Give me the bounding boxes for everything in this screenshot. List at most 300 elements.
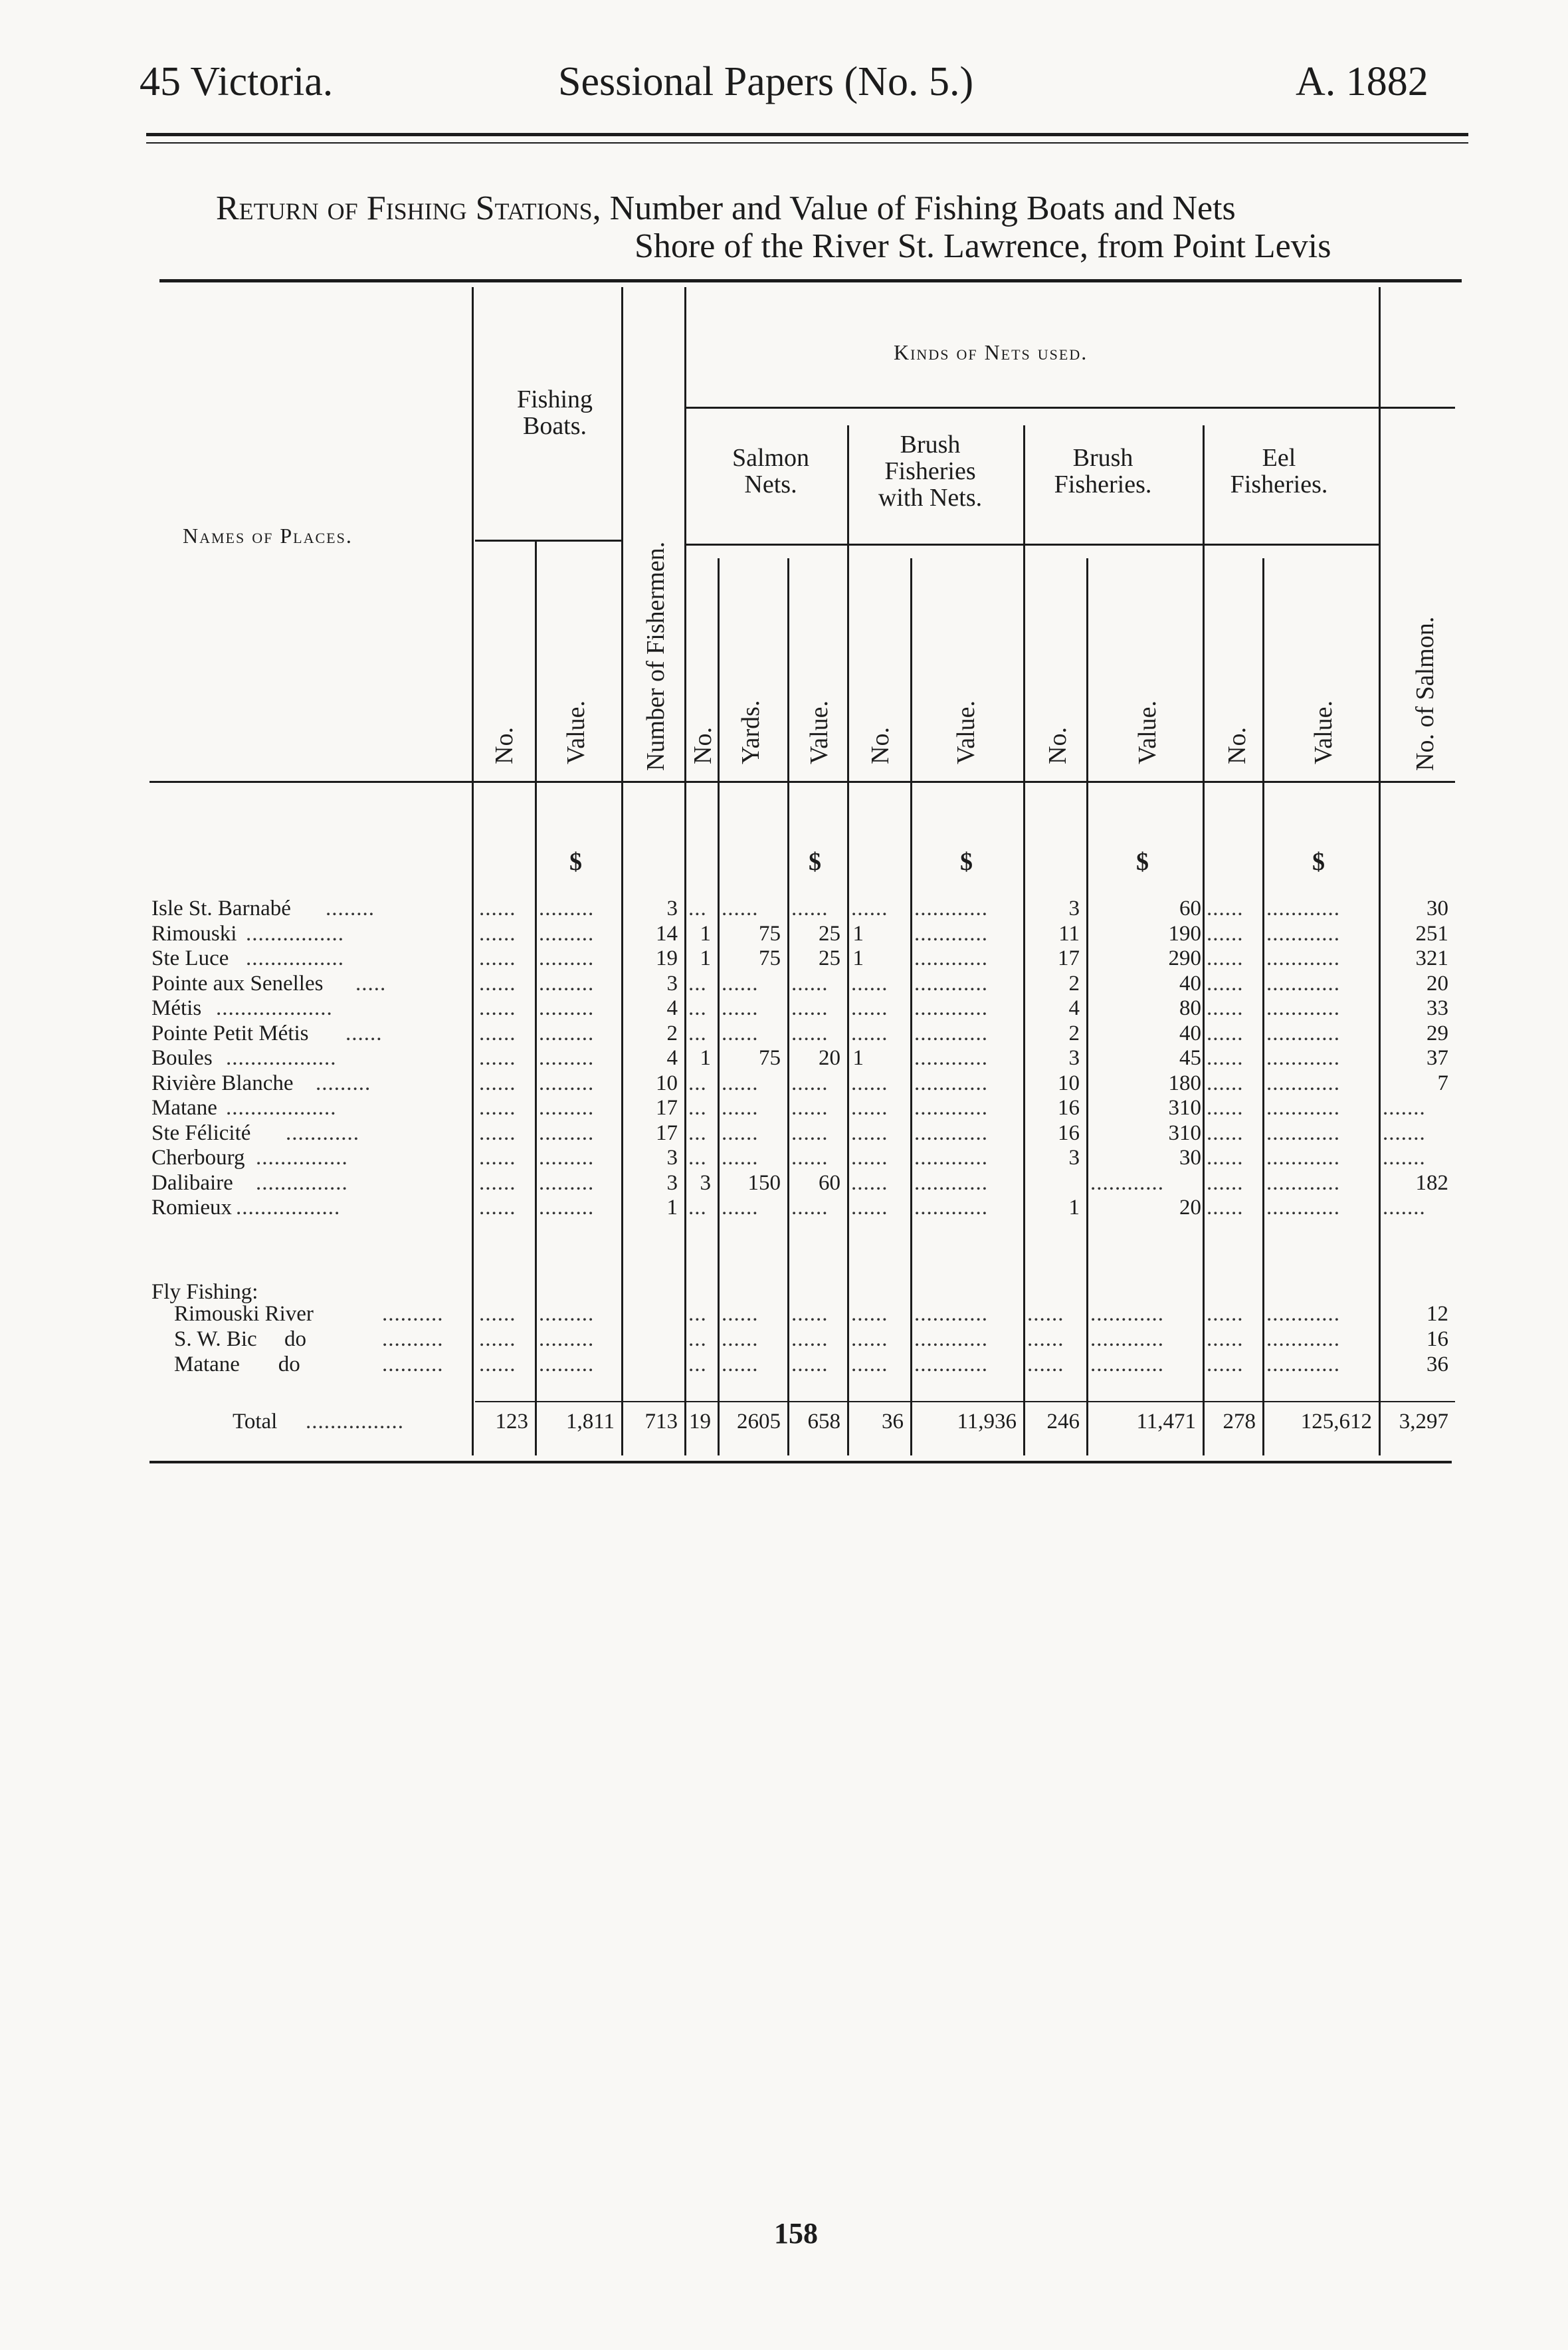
brush-fishery-value: 80 xyxy=(1179,996,1201,1020)
leader-dots: ....... xyxy=(1383,1096,1426,1120)
leader-dots: ....... xyxy=(1383,1121,1426,1145)
place-name: Métis xyxy=(151,996,202,1020)
leader-dots: ...... xyxy=(1027,1327,1064,1351)
leader-dots: ... xyxy=(688,1121,707,1145)
fishermen-count: 19 xyxy=(656,946,678,970)
leader-dots: ......... xyxy=(539,972,595,996)
leader-dots: ...... xyxy=(479,996,516,1020)
running-header-center: Sessional Papers (No. 5.) xyxy=(558,59,974,104)
leader-dots: ............ xyxy=(1266,1196,1340,1220)
leader-dots: ...... xyxy=(722,1327,759,1351)
brush-fishery-value: 40 xyxy=(1179,1021,1201,1045)
leader-dots: ... xyxy=(688,1071,707,1095)
salmon-count: 30 xyxy=(1426,897,1448,920)
leader-dots: ............ xyxy=(914,946,988,970)
leader-dots: ...... xyxy=(1027,1352,1064,1376)
total-boats-no: 123 xyxy=(495,1410,528,1434)
number-of-fishermen-heading: Number of Fishermen. xyxy=(642,541,670,771)
salmon-count: 251 xyxy=(1415,922,1448,946)
leader-dots: ............ xyxy=(914,1096,988,1120)
fishermen-count: 17 xyxy=(656,1096,678,1120)
grid-vline xyxy=(1379,287,1381,1455)
leader-dots: ...... xyxy=(479,1096,516,1120)
salmon-count: 12 xyxy=(1426,1302,1448,1326)
leader-dots: ......... xyxy=(539,1327,595,1351)
leader-dots: ...... xyxy=(851,1071,888,1095)
salmon-net-count: 1 xyxy=(700,1046,711,1070)
leader-dots: ...... xyxy=(722,972,759,996)
leader-dots: ...... xyxy=(851,1146,888,1170)
fishermen-count: 3 xyxy=(666,1146,678,1170)
brush-fishery-value: 20 xyxy=(1179,1196,1201,1220)
leader-dots: ...... xyxy=(851,1196,888,1220)
place-name: Matane xyxy=(151,1096,217,1120)
grid-vline xyxy=(910,558,912,1455)
leader-dots: ...... xyxy=(1207,1146,1244,1170)
fishermen-count: 10 xyxy=(656,1071,678,1095)
leader-dots: ...... xyxy=(791,1096,829,1120)
grid-vline xyxy=(535,542,537,1455)
table-bottom-rule xyxy=(149,1461,1452,1463)
leader-dots: ...... xyxy=(722,1352,759,1376)
leader-dots: ...... xyxy=(1207,946,1244,970)
leader-dots: ...... xyxy=(851,972,888,996)
leader-dots: ...... xyxy=(479,1302,516,1326)
leader-dots: ............ xyxy=(914,1121,988,1145)
brush-fishery-count: 11 xyxy=(1058,922,1080,946)
grid-hline-total-top xyxy=(475,1401,1455,1402)
leader-dots: ......... xyxy=(539,1096,595,1120)
leader-dots: ....... xyxy=(1383,1196,1426,1220)
leader-dots: ......... xyxy=(539,1071,595,1095)
table-title-line-1 xyxy=(216,191,1236,226)
leader-dots: ...... xyxy=(851,1327,888,1351)
place-name: Isle St. Barnabé xyxy=(151,897,291,920)
leader-dots: ............ xyxy=(1090,1352,1164,1376)
leader-dots: ...... xyxy=(1027,1302,1064,1326)
leader-dots: .......... xyxy=(382,1327,444,1351)
leader-dots: ............ xyxy=(1266,1146,1340,1170)
brush-fishery-count: 3 xyxy=(1068,1146,1080,1170)
brush-fishery-value: 190 xyxy=(1168,922,1201,946)
dollar-sign: $ xyxy=(809,848,821,876)
total-fishermen: 713 xyxy=(644,1410,678,1434)
running-header-left: 45 Victoria. xyxy=(140,59,334,104)
grid-vline xyxy=(472,287,474,1455)
salmon-net-value: 25 xyxy=(819,922,840,946)
dollar-sign: $ xyxy=(569,848,582,876)
leader-dots: ............ xyxy=(1266,1352,1340,1376)
running-header-right: A. 1882 xyxy=(1296,59,1428,104)
grid-hline-boats xyxy=(475,540,621,542)
leader-dots: ...... xyxy=(1207,1021,1244,1045)
total-brush-net-value: 11,936 xyxy=(957,1410,1017,1434)
leader-dots: ...... xyxy=(479,1121,516,1145)
leader-dots: ...... xyxy=(851,1121,888,1145)
leader-dots: ............ xyxy=(1090,1327,1164,1351)
salmon-count: 36 xyxy=(1426,1352,1448,1376)
leader-dots: ...... xyxy=(722,1021,759,1045)
total-salmon: 3,297 xyxy=(1399,1410,1448,1434)
dollar-sign: $ xyxy=(1136,848,1149,876)
salmon-net-value: 25 xyxy=(819,946,840,970)
place-name: Pointe aux Senelles xyxy=(151,972,324,996)
leader-dots: ...... xyxy=(791,1021,829,1045)
leader-dots: .......... xyxy=(382,1302,444,1326)
fishermen-count: 4 xyxy=(666,996,678,1020)
salmon-net-value: 20 xyxy=(819,1046,840,1070)
leader-dots: ......... xyxy=(539,1171,595,1195)
fishermen-count: 3 xyxy=(666,972,678,996)
leader-dots: ...... xyxy=(791,1071,829,1095)
leader-dots: ............ xyxy=(1266,996,1340,1020)
leader-dots: ... xyxy=(688,1146,707,1170)
leader-dots: ............ xyxy=(286,1121,359,1145)
leader-dots: ...... xyxy=(1207,1352,1244,1376)
grid-vline xyxy=(621,287,623,1455)
leader-dots: ...... xyxy=(791,1302,829,1326)
leader-dots: ...... xyxy=(791,897,829,920)
leader-dots: ...... xyxy=(791,972,829,996)
fishermen-count: 17 xyxy=(656,1121,678,1145)
leader-dots: ...... xyxy=(479,1021,516,1045)
leader-dots: ..... xyxy=(355,972,387,996)
grid-vline xyxy=(1262,558,1264,1455)
leader-dots: ....... xyxy=(1383,1146,1426,1170)
leader-dots: ...... xyxy=(479,946,516,970)
leader-dots: ............ xyxy=(1266,1327,1340,1351)
leader-dots: ............ xyxy=(1090,1302,1164,1326)
place-name: Dalibaire xyxy=(151,1171,233,1195)
yards-heading: Yards. xyxy=(737,700,765,764)
leader-dots: .................. xyxy=(226,1046,337,1070)
no-heading: No. xyxy=(1223,727,1251,764)
salmon-count: 20 xyxy=(1426,972,1448,996)
leader-dots: ............... xyxy=(256,1146,348,1170)
salmon-net-count: 1 xyxy=(700,946,711,970)
table-title-line-2: Shore of the River St. Lawrence, from Point Levis xyxy=(635,227,1331,265)
value-heading: Value. xyxy=(1133,700,1161,764)
place-name: Matane do xyxy=(174,1352,300,1376)
leader-dots: ............ xyxy=(1266,922,1340,946)
leader-dots: ...... xyxy=(1207,1096,1244,1120)
leader-dots: ... xyxy=(688,1302,707,1326)
leader-dots: ...... xyxy=(479,1196,516,1220)
leader-dots: ...... xyxy=(1207,1121,1244,1145)
leader-dots: ......... xyxy=(539,1196,595,1220)
leader-dots: ...... xyxy=(479,972,516,996)
leader-dots: ...... xyxy=(851,1171,888,1195)
leader-dots: ............ xyxy=(1266,1071,1340,1095)
leader-dots: ...... xyxy=(791,1327,829,1351)
leader-dots: ......... xyxy=(539,897,595,920)
page-number: 158 xyxy=(774,2217,818,2250)
no-heading: No. xyxy=(1044,727,1072,764)
total-eel-no: 278 xyxy=(1223,1410,1256,1434)
leader-dots: ............ xyxy=(1266,1021,1340,1045)
salmon-count: 16 xyxy=(1426,1327,1448,1351)
salmon-net-yards: 75 xyxy=(759,946,781,970)
total-salmon-net-no: 19 xyxy=(689,1410,711,1434)
leader-dots: ...... xyxy=(1207,1171,1244,1195)
leader-dots: ................ xyxy=(246,922,344,946)
leader-dots: ...... xyxy=(851,1352,888,1376)
header-rule-thick xyxy=(146,133,1468,136)
leader-dots: ............ xyxy=(914,1171,988,1195)
leader-dots: ............ xyxy=(914,1046,988,1070)
salmon-net-yards: 150 xyxy=(747,1171,781,1195)
leader-dots: ...... xyxy=(1207,922,1244,946)
salmon-count: 7 xyxy=(1437,1071,1448,1095)
leader-dots: ...... xyxy=(345,1021,383,1045)
leader-dots: ...... xyxy=(851,996,888,1020)
leader-dots: ................ xyxy=(246,946,344,970)
value-heading: Value. xyxy=(805,700,833,764)
brush-fishery-count: 3 xyxy=(1068,897,1080,920)
brush-fishery-count: 16 xyxy=(1058,1121,1080,1145)
grid-vline xyxy=(718,558,720,1455)
leader-dots: ...... xyxy=(791,1352,829,1376)
leader-dots: ...... xyxy=(479,1071,516,1095)
leader-dots: ... xyxy=(688,897,707,920)
eel-fisheries-heading: Eel Fisheries. xyxy=(1230,444,1328,498)
place-name: Boules xyxy=(151,1046,213,1070)
leader-dots: ...... xyxy=(1207,1046,1244,1070)
leader-dots: ......... xyxy=(539,1146,595,1170)
fly-fishing-label: Fly Fishing: xyxy=(151,1280,258,1304)
value-heading: Value. xyxy=(952,700,980,764)
leader-dots: ............... xyxy=(256,1171,348,1195)
brush-fishery-count: 1 xyxy=(1068,1196,1080,1220)
place-name: Pointe Petit Métis xyxy=(151,1021,309,1045)
leader-dots: ............ xyxy=(914,1327,988,1351)
leader-dots: ............ xyxy=(914,1071,988,1095)
leader-dots: ......... xyxy=(539,922,595,946)
leader-dots: ......... xyxy=(316,1071,371,1095)
salmon-net-yards: 75 xyxy=(759,922,781,946)
leader-dots: ................. xyxy=(236,1196,341,1220)
leader-dots: ...... xyxy=(791,996,829,1020)
leader-dots: ...... xyxy=(479,1046,516,1070)
grid-vline xyxy=(1203,425,1205,1455)
kinds-of-nets-heading: Kinds of Nets used. xyxy=(894,340,1088,364)
leader-dots: ...... xyxy=(479,1146,516,1170)
salmon-count: 37 xyxy=(1426,1046,1448,1070)
total-eel-value: 125,612 xyxy=(1300,1410,1372,1434)
leader-dots: ............ xyxy=(1266,1046,1340,1070)
total-brush-fishery-no: 246 xyxy=(1046,1410,1080,1434)
leader-dots: ... xyxy=(688,1352,707,1376)
leader-dots: ... xyxy=(688,1196,707,1220)
place-name: Rivière Blanche xyxy=(151,1071,294,1095)
leader-dots: ...... xyxy=(851,1096,888,1120)
names-of-places-heading: Names of Places. xyxy=(183,524,353,548)
leader-dots: ......... xyxy=(539,1021,595,1045)
leader-dots: ...... xyxy=(1207,1071,1244,1095)
leader-dots: ......... xyxy=(539,1046,595,1070)
leader-dots: ...... xyxy=(1207,996,1244,1020)
leader-dots: ... xyxy=(688,1096,707,1120)
fishermen-count: 2 xyxy=(666,1021,678,1045)
no-heading: No. xyxy=(866,727,894,764)
table-title-lead: Return of Fishing Stations, xyxy=(216,189,601,227)
total-salmon-net-value: 658 xyxy=(807,1410,840,1434)
grid-hline-nets xyxy=(684,544,1379,546)
leader-dots: ...... xyxy=(722,1146,759,1170)
brush-net-count: 1 xyxy=(852,1046,864,1070)
grid-vline xyxy=(787,558,789,1455)
leader-dots: ...... xyxy=(1207,1327,1244,1351)
brush-fishery-value: 310 xyxy=(1168,1096,1201,1120)
total-brush-net-no: 36 xyxy=(882,1410,904,1434)
total-salmon-net-yards: 2605 xyxy=(737,1410,781,1434)
place-name: Rimouski xyxy=(151,922,237,946)
title-rule xyxy=(159,279,1462,282)
brush-fishery-count: 2 xyxy=(1068,972,1080,996)
dollar-sign: $ xyxy=(960,848,973,876)
salmon-count: 29 xyxy=(1426,1021,1448,1045)
leader-dots: ........ xyxy=(326,897,375,920)
leader-dots: ...... xyxy=(791,1196,829,1220)
place-name: S. W. Bic do xyxy=(174,1327,306,1351)
leader-dots: ...... xyxy=(479,1327,516,1351)
leader-dots: ............ xyxy=(914,1302,988,1326)
brush-net-count: 1 xyxy=(852,922,864,946)
leader-dots: ............ xyxy=(1266,1121,1340,1145)
brush-fishery-value: 180 xyxy=(1168,1071,1201,1095)
leader-dots: ................... xyxy=(216,996,333,1020)
header-rule-thin xyxy=(146,142,1468,144)
leader-dots: ...... xyxy=(722,1196,759,1220)
brush-with-nets-heading: Brush Fisheries with Nets. xyxy=(878,431,983,512)
total-brush-fishery-value: 11,471 xyxy=(1136,1410,1196,1434)
fishermen-count: 4 xyxy=(666,1046,678,1070)
leader-dots: ...... xyxy=(1207,897,1244,920)
place-name: Romieux xyxy=(151,1196,232,1220)
brush-fishery-count: 2 xyxy=(1068,1021,1080,1045)
leader-dots: ......... xyxy=(539,996,595,1020)
fishermen-count: 14 xyxy=(656,922,678,946)
leader-dots: ............ xyxy=(914,1146,988,1170)
leader-dots: ...... xyxy=(722,1302,759,1326)
salmon-count: 182 xyxy=(1415,1171,1448,1195)
leader-dots: ...... xyxy=(479,922,516,946)
leader-dots: ............ xyxy=(914,996,988,1020)
place-name: Cherbourg xyxy=(151,1146,245,1170)
fishermen-count: 3 xyxy=(666,897,678,920)
brush-fishery-value: 45 xyxy=(1179,1046,1201,1070)
leader-dots: ...... xyxy=(479,1171,516,1195)
total-label: Total xyxy=(233,1410,278,1434)
total-boats-value: 1,811 xyxy=(565,1410,615,1434)
brush-fishery-value: 290 xyxy=(1168,946,1201,970)
leader-dots: ...... xyxy=(791,1121,829,1145)
leader-dots: ............ xyxy=(1266,972,1340,996)
brush-fishery-count: 17 xyxy=(1058,946,1080,970)
leader-dots: ............ xyxy=(914,1352,988,1376)
leader-dots: ............ xyxy=(914,1021,988,1045)
leader-dots: ...... xyxy=(1207,972,1244,996)
no-of-salmon-heading: No. of Salmon. xyxy=(1411,616,1439,771)
leader-dots: ...... xyxy=(722,897,759,920)
salmon-net-count: 3 xyxy=(700,1171,711,1195)
leader-dots: ................ xyxy=(306,1410,404,1434)
brush-fishery-count: 10 xyxy=(1058,1071,1080,1095)
leader-dots: ... xyxy=(688,972,707,996)
no-heading: No. xyxy=(689,727,717,764)
table-title-rest: Number and Value of Fishing Boats and Nets xyxy=(601,189,1236,227)
salmon-net-count: 1 xyxy=(700,922,711,946)
leader-dots: ............ xyxy=(914,972,988,996)
leader-dots: .................. xyxy=(226,1096,337,1120)
fishing-boats-heading: Fishing Boats. xyxy=(516,385,593,440)
brush-fishery-count: 3 xyxy=(1068,1046,1080,1070)
grid-hline-head-bottom xyxy=(149,781,1455,783)
leader-dots: ............ xyxy=(914,897,988,920)
leader-dots: ...... xyxy=(851,897,888,920)
brush-net-count: 1 xyxy=(852,946,864,970)
brush-fishery-count: 4 xyxy=(1068,996,1080,1020)
leader-dots: ... xyxy=(688,996,707,1020)
leader-dots: ............ xyxy=(1266,1171,1340,1195)
dollar-sign: $ xyxy=(1312,848,1325,876)
leader-dots: .......... xyxy=(382,1352,444,1376)
fishermen-count: 1 xyxy=(666,1196,678,1220)
place-name: Rimouski River xyxy=(174,1302,314,1326)
leader-dots: ...... xyxy=(722,1121,759,1145)
fishermen-count: 3 xyxy=(666,1171,678,1195)
leader-dots: ......... xyxy=(539,1302,595,1326)
grid-hline-kinds xyxy=(684,407,1455,409)
leader-dots: ......... xyxy=(539,946,595,970)
brush-fishery-value: 30 xyxy=(1179,1146,1201,1170)
no-heading: No. xyxy=(490,727,518,764)
brush-fishery-value: 40 xyxy=(1179,972,1201,996)
value-heading: Value. xyxy=(1310,700,1337,764)
leader-dots: ............ xyxy=(1266,1302,1340,1326)
value-heading: Value. xyxy=(562,700,590,764)
leader-dots: ............ xyxy=(914,922,988,946)
leader-dots: ...... xyxy=(851,1021,888,1045)
leader-dots: ............ xyxy=(1266,1096,1340,1120)
place-name: Ste Luce xyxy=(151,946,229,970)
leader-dots: ............ xyxy=(1266,946,1340,970)
leader-dots: ...... xyxy=(1207,1196,1244,1220)
brush-fishery-count: 16 xyxy=(1058,1096,1080,1120)
leader-dots: ...... xyxy=(479,1352,516,1376)
leader-dots: ...... xyxy=(722,1071,759,1095)
brush-fishery-value: 60 xyxy=(1179,897,1201,920)
salmon-count: 321 xyxy=(1415,946,1448,970)
leader-dots: ......... xyxy=(539,1352,595,1376)
leader-dots: ...... xyxy=(851,1302,888,1326)
leader-dots: ............ xyxy=(1266,897,1340,920)
leader-dots: ...... xyxy=(479,897,516,920)
leader-dots: ... xyxy=(688,1021,707,1045)
leader-dots: ...... xyxy=(722,1096,759,1120)
salmon-nets-heading: Salmon Nets. xyxy=(732,444,810,498)
place-name: Ste Félicité xyxy=(151,1121,251,1145)
leader-dots: ......... xyxy=(539,1121,595,1145)
brush-fishery-value: 310 xyxy=(1168,1121,1201,1145)
leader-dots: ...... xyxy=(791,1146,829,1170)
leader-dots: ... xyxy=(688,1327,707,1351)
salmon-count: 33 xyxy=(1426,996,1448,1020)
leader-dots: ...... xyxy=(722,996,759,1020)
leader-dots: ............ xyxy=(914,1196,988,1220)
salmon-net-yards: 75 xyxy=(759,1046,781,1070)
leader-dots: ............ xyxy=(1090,1171,1164,1195)
